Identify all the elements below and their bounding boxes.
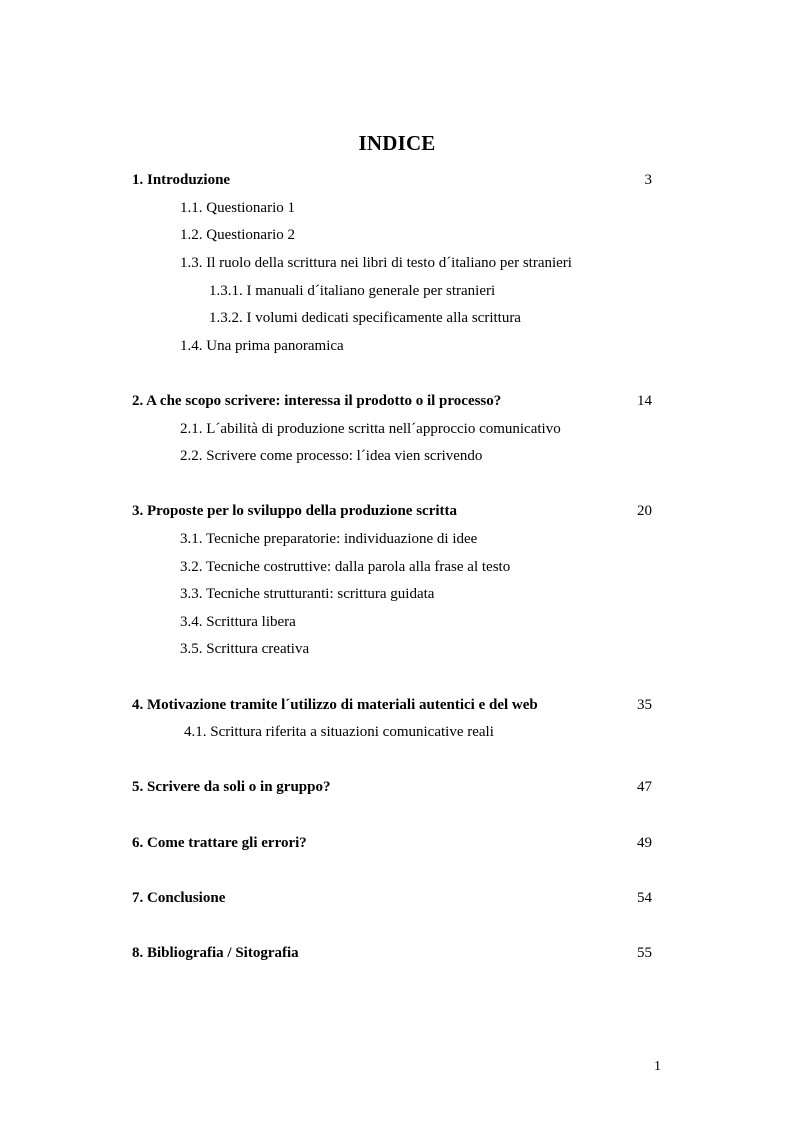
- toc-section-3-2: 3.2. Tecniche costruttive: dalla parola alla frase al testo: [180, 559, 511, 575]
- toc-chapter-8-page: 55: [637, 945, 652, 961]
- toc-chapter-2: 2. A che scopo scrivere: interessa il prodotto o il processo?: [132, 393, 502, 409]
- toc-chapter-7: 7. Conclusione: [132, 890, 226, 906]
- toc-section-2-2: 2.2. Scrivere come processo: l´idea vien scrivendo: [180, 448, 483, 464]
- toc-section-3-5: 3.5. Scrittura creativa: [180, 641, 310, 657]
- toc-chapter-4-page: 35: [637, 697, 652, 713]
- toc-chapter-5: 5. Scrivere da soli o in gruppo?: [132, 779, 331, 795]
- toc-chapter-1-page: 3: [644, 172, 652, 188]
- toc-section-1-3-1: 1.3.1. I manuali d´italiano generale per stranieri: [209, 283, 496, 299]
- toc-section-1-3-2: 1.3.2. I volumi dedicati specificamente alla scrittura: [209, 310, 521, 326]
- toc-chapter-1: 1. Introduzione: [132, 172, 231, 188]
- toc-section-3-1: 3.1. Tecniche preparatorie: individuazione di idee: [180, 531, 478, 547]
- toc-chapter-6-page: 49: [637, 835, 652, 851]
- toc-section-2-1: 2.1. L´abilità di produzione scritta nell´approccio comunicativo: [180, 421, 561, 437]
- page-title: INDICE: [358, 131, 436, 155]
- toc-section-1-3: 1.3. Il ruolo della scrittura nei libri di testo d´italiano per stranieri: [180, 255, 572, 271]
- toc-section-1-4: 1.4. Una prima panoramica: [180, 338, 344, 354]
- toc-chapter-3-page: 20: [637, 503, 652, 519]
- toc-section-3-3: 3.3. Tecniche strutturanti: scrittura guidata: [180, 586, 435, 602]
- toc-chapter-4: 4. Motivazione tramite l´utilizzo di materiali autentici e del web: [132, 697, 538, 713]
- toc-chapter-3: 3. Proposte per lo sviluppo della produzione scritta: [132, 503, 458, 519]
- toc-chapter-5-page: 47: [637, 779, 652, 795]
- toc-chapter-6: 6. Come trattare gli errori?: [132, 835, 307, 851]
- toc-section-1-2: 1.2. Questionario 2: [180, 227, 295, 243]
- toc-chapter-7-page: 54: [637, 890, 652, 906]
- toc-section-4-1: 4.1. Scrittura riferita a situazioni comunicative reali: [184, 724, 494, 740]
- toc-section-3-4: 3.4. Scrittura libera: [180, 614, 296, 630]
- toc-chapter-2-page: 14: [637, 393, 652, 409]
- toc-chapter-8: 8. Bibliografia / Sitografia: [132, 945, 299, 961]
- toc-section-1-1: 1.1. Questionario 1: [180, 200, 295, 216]
- footer-page-number: 1: [654, 1059, 661, 1074]
